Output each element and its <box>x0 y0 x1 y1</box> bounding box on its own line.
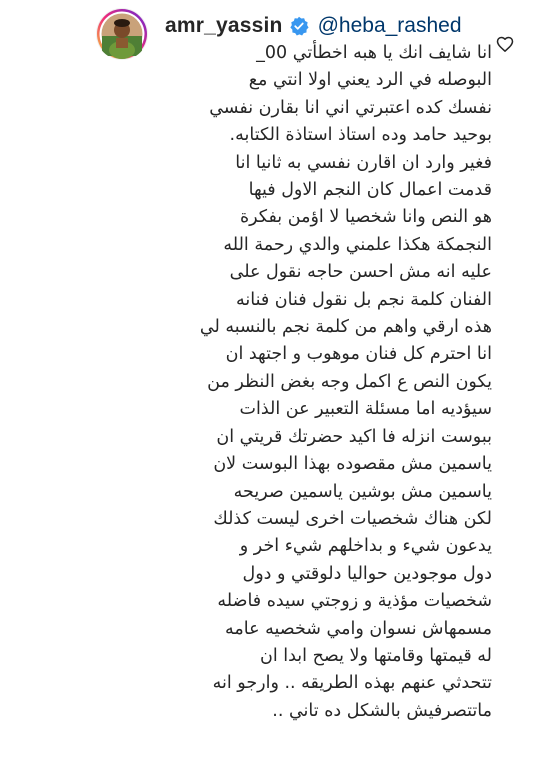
comment-line: انا شايف انك يا هبه اخطأتي 00_ <box>256 43 492 63</box>
mention-link[interactable]: @heba_rashed <box>317 14 462 37</box>
comment-line: تتحدثي عنهم بهذه الطريقه .. وارجو انه <box>212 673 492 694</box>
comment-line: نفسك كده اعتبرتي اني انا بقارن نفسي <box>209 97 492 118</box>
comment-line: هذه ارقي واهم من كلمة نجم بالنسبه لي <box>199 317 492 338</box>
comment-line: ماتتصرفيش بالشكل ده تاني .. <box>272 700 492 721</box>
like-button[interactable] <box>495 34 515 54</box>
comment-line: لكن هناك شخصيات اخرى ليست كذلك <box>213 508 492 529</box>
comment-line: عليه انه مش احسن حاجه نقول على <box>229 262 492 283</box>
comment-line: دول موجودين حواليا دلوقتي و دول <box>242 563 492 584</box>
comment-line: ياسمين مش مقصوده بهذا البوست لان <box>213 454 492 475</box>
avatar-image <box>96 8 148 60</box>
comment-line: هو النص وانا شخصيا لا اؤمن بفكرة <box>239 207 492 228</box>
comment-line: قدمت اعمال كان النجم الاول فيها <box>248 180 492 201</box>
comment-line: مسمهاش نسوان وامي شخصيه عامه <box>225 618 492 639</box>
heart-outline-icon <box>495 34 515 54</box>
username-link[interactable]: amr_yassin <box>165 14 283 37</box>
comment-line: يكون النص ع اكمل وجه بغض النظر من <box>207 371 492 392</box>
comment-line: الفنان كلمة نجم بل نقول فنان فنانه <box>236 289 492 310</box>
comment-line: ببوست انزله فا اكيد حضرتك قريتي ان <box>216 426 492 447</box>
comment-header <box>165 10 462 42</box>
comment-line: البوصله في الرد يعني اولا انتي مع <box>248 70 492 91</box>
comment-line: شخصيات مؤذية و زوجتي سيده فاضله <box>217 591 492 612</box>
comment-line: سيؤديه اما مسئلة التعبير عن الذات <box>239 399 492 420</box>
comment-line: فغير وارد ان اقارن نفسي به ثانيا انا <box>235 152 492 173</box>
comment-line: له قيمتها وقامتها ولا يصح ابدا ان <box>259 645 492 666</box>
comment-line: انا احترم كل فنان موهوب و اجتهد ان <box>225 344 492 365</box>
comment-line: يدعون شيء و بداخلهم شيء اخر و <box>239 536 492 557</box>
comment-text <box>152 40 492 725</box>
comment-line: ياسمين مش بوشين ياسمين صريحه <box>233 481 492 502</box>
verified-badge-icon <box>289 16 309 36</box>
avatar[interactable] <box>96 8 148 60</box>
comment-line: النجمكة هكذا علمني والدي رحمة الله <box>223 234 492 255</box>
comment-line: بوحيد حامد وده استاذ استاذة الكتابه. <box>229 125 492 146</box>
